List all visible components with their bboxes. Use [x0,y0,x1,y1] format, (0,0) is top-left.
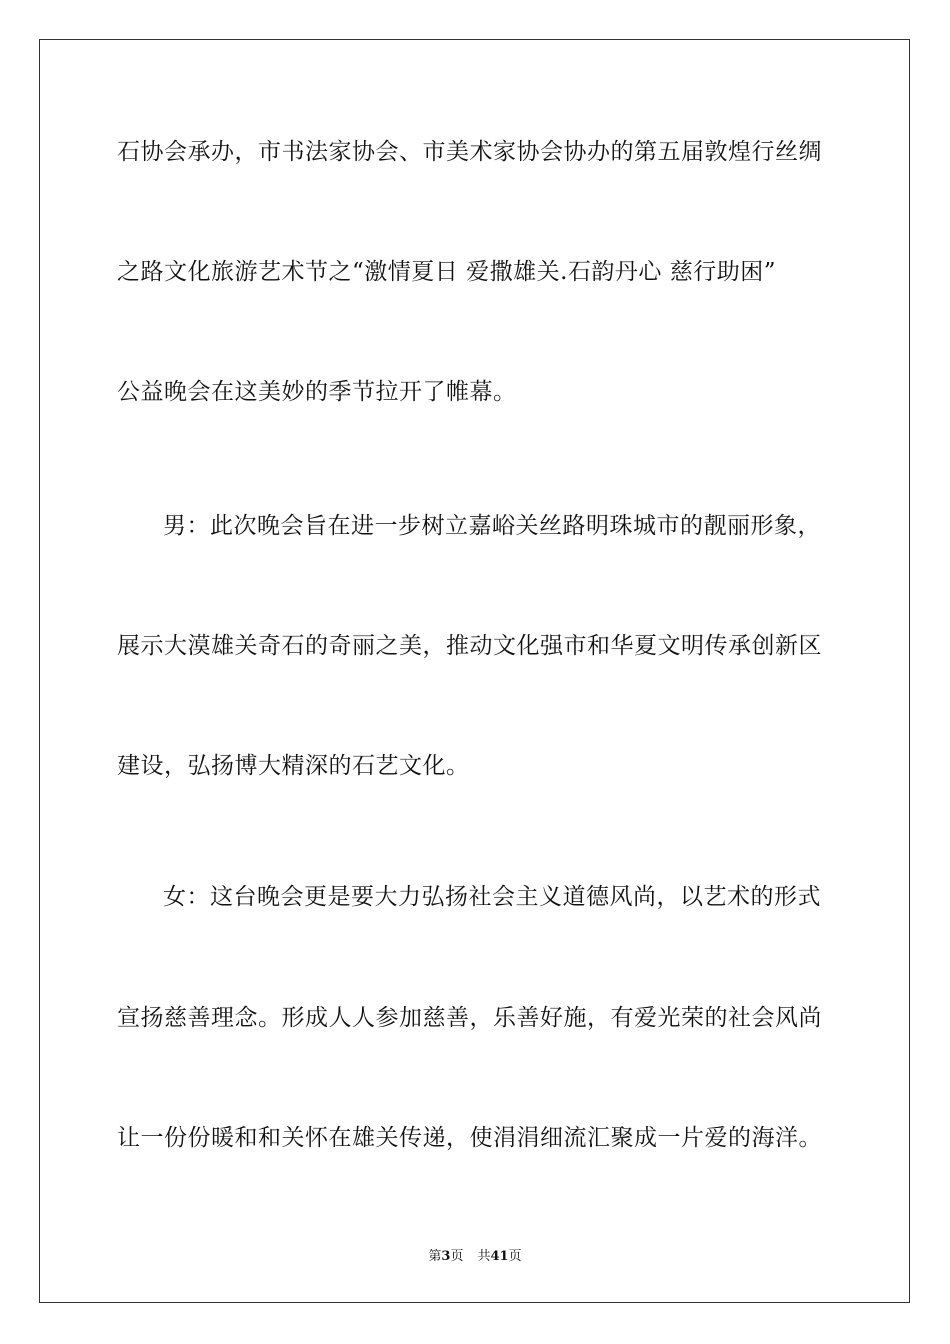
female-host-paragraph-line-1: 女：这台晚会更是要大力弘扬社会主义道德风尚，以艺术的形式 [163,884,821,910]
total-suffix: 页 [508,1249,522,1264]
female-host-paragraph-line-3: 让一份份暖和和关怀在雄关传递，使涓涓细流汇聚成一片爱的海洋。 [117,1125,822,1151]
male-host-paragraph-line-3: 建设，弘扬博大精深的石艺文化。 [117,753,470,779]
page-prefix: 第 [428,1249,442,1264]
page-suffix: 页 [450,1249,464,1264]
total-prefix: 共 [477,1249,491,1264]
male-host-paragraph-line-1: 男：此次晚会旨在进一步树立嘉峪关丝路明珠城市的靓丽形象， [163,513,821,539]
body-text-line-2: 之路文化旅游艺术节之“激情夏日 爱撒雄关.石韵丹心 慈行助困” [117,259,776,285]
body-text-line-3: 公益晚会在这美妙的季节拉开了帷幕。 [117,379,517,405]
female-host-paragraph-line-2: 宣扬慈善理念。形成人人参加慈善，乐善好施，有爱光荣的社会风尚 [117,1005,822,1031]
male-host-paragraph-line-2: 展示大漠雄关奇石的奇丽之美，推动文化强市和华夏文明传承创新区 [117,633,822,659]
body-text-line-1: 石协会承办，市书法家协会、市美术家协会协办的第五届敦煌行丝绸 [117,139,822,165]
page-number: 3 [441,1249,451,1264]
page-border [39,39,910,1303]
page-footer [0,1249,950,1265]
total-pages: 41 [490,1249,509,1264]
